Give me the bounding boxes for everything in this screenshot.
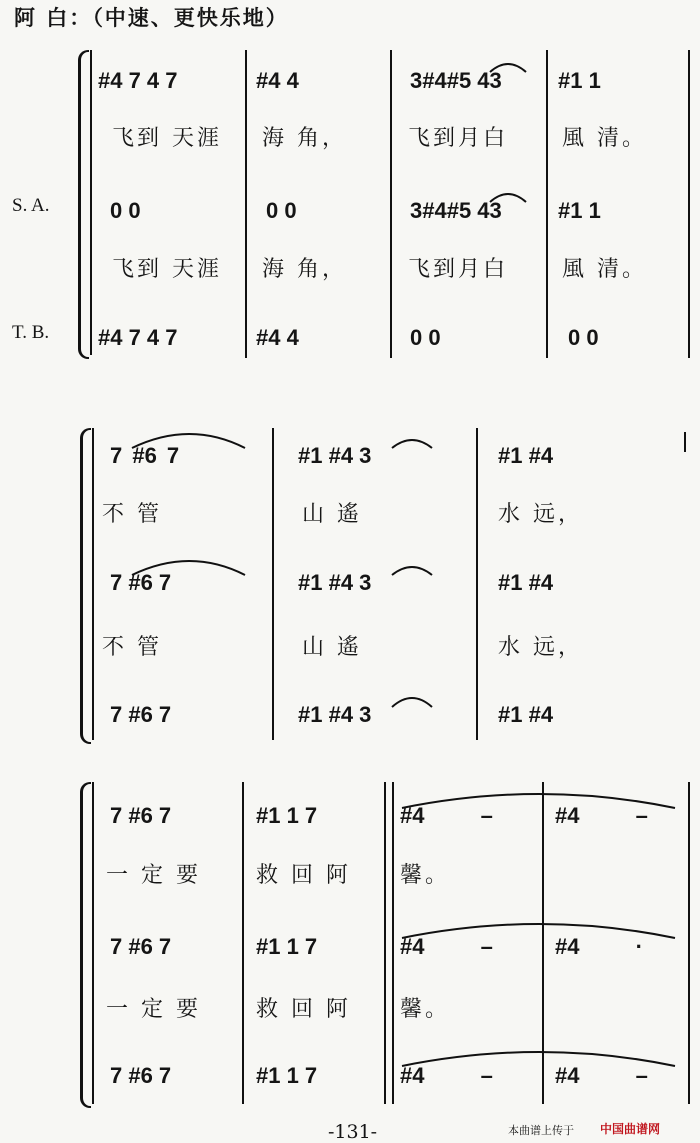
- measure-notes: #1 #4 3: [298, 702, 372, 727]
- lyric-text: 一 定 要: [106, 863, 201, 888]
- lyric-text: 馨。: [400, 997, 451, 1022]
- lyric-text: 救 回 阿: [256, 863, 351, 888]
- measure-notes: #1 #4: [498, 570, 554, 595]
- measure-notes: #1 1: [558, 68, 601, 93]
- measure-notes: #4 4: [256, 325, 299, 350]
- measure-notes: 3#4#5 43: [410, 198, 502, 223]
- tempo-marking: （中速、更快乐地）: [92, 5, 289, 30]
- part-label-tb: T. B.: [12, 322, 50, 343]
- lyric-text: 不 管: [102, 502, 162, 527]
- measure-notes: 7 #6 7: [110, 443, 180, 468]
- lyric-text: 飞到月白: [408, 126, 509, 151]
- measure-notes: #4 –: [555, 803, 648, 828]
- measure-notes: #4 –: [555, 1063, 648, 1088]
- measure-notes: 7 #6 7: [110, 702, 172, 727]
- slur-mark: [402, 924, 675, 938]
- slur-mark: [402, 794, 675, 808]
- part-label-sa: S. A.: [12, 195, 50, 216]
- measure-notes: 7 #6 7: [110, 803, 172, 828]
- measure-notes: #1 1 7: [256, 803, 318, 828]
- slur-mark: [132, 561, 245, 575]
- slur-mark: [132, 434, 245, 448]
- lyric-text: 風 清。: [562, 126, 647, 151]
- measure-notes: #4 –: [400, 803, 493, 828]
- measure-notes: #1 #4: [498, 443, 554, 468]
- lyric-text: 飞到 天涯: [112, 126, 222, 151]
- measure-notes: #1 1: [558, 198, 601, 223]
- measure-notes: 0 0: [266, 198, 297, 223]
- measure-notes: #1 #4: [498, 702, 554, 727]
- lyric-text: 風 清。: [562, 257, 647, 282]
- measure-notes: #1 #4 3: [298, 570, 372, 595]
- measure-notes: #4 –: [400, 934, 493, 959]
- measure-notes: #1 1 7: [256, 1063, 318, 1088]
- measure-notes: #4 7 4 7: [98, 325, 178, 350]
- measure-notes: #4 7 4 7: [98, 68, 178, 93]
- site-logo: 中国曲谱网: [600, 1122, 661, 1136]
- measure-notes: #1 1 7: [256, 934, 318, 959]
- lyric-text: 水 远，: [498, 635, 583, 660]
- lyric-text: 飞到 天涯: [112, 257, 222, 282]
- lyric-text: 一 定 要: [106, 997, 201, 1022]
- page-number: -131-: [328, 1121, 378, 1143]
- slur-mark: [392, 440, 432, 448]
- lyric-text: 救 回 阿: [256, 997, 351, 1022]
- measure-notes: #4 ·: [555, 934, 643, 959]
- lyric-text: 海 角，: [262, 126, 347, 151]
- slur-mark: [392, 567, 432, 575]
- lyric-text: 不 管: [102, 635, 162, 660]
- measure-notes: 7 #6 7: [110, 570, 172, 595]
- measure-notes: #1 #4 3: [298, 443, 372, 468]
- measure-notes: 0 0: [110, 198, 141, 223]
- slur-mark: [490, 64, 526, 72]
- slur-mark: [392, 698, 432, 707]
- lyric-text: 水 远，: [498, 502, 583, 527]
- lyric-text: 海 角，: [262, 257, 347, 282]
- upload-credit: 本曲谱上传于: [508, 1124, 574, 1137]
- measure-notes: #4 –: [400, 1063, 493, 1088]
- measure-notes: #4 4: [256, 68, 299, 93]
- lyric-text: 山 遙: [302, 502, 362, 527]
- role-name: 阿 白：: [14, 5, 93, 30]
- measure-notes: 3#4#5 43: [410, 68, 502, 93]
- lyric-text: 山 遙: [302, 635, 362, 660]
- slur-mark: [490, 194, 526, 202]
- lyric-text: 飞到月白: [408, 257, 509, 282]
- lyric-text: 馨。: [400, 863, 451, 888]
- measure-notes: 7 #6 7: [110, 934, 172, 959]
- measure-notes: 0 0: [410, 325, 441, 350]
- slur-mark: [402, 1052, 675, 1066]
- measure-notes: 0 0: [568, 325, 599, 350]
- measure-notes: 7 #6 7: [110, 1063, 172, 1088]
